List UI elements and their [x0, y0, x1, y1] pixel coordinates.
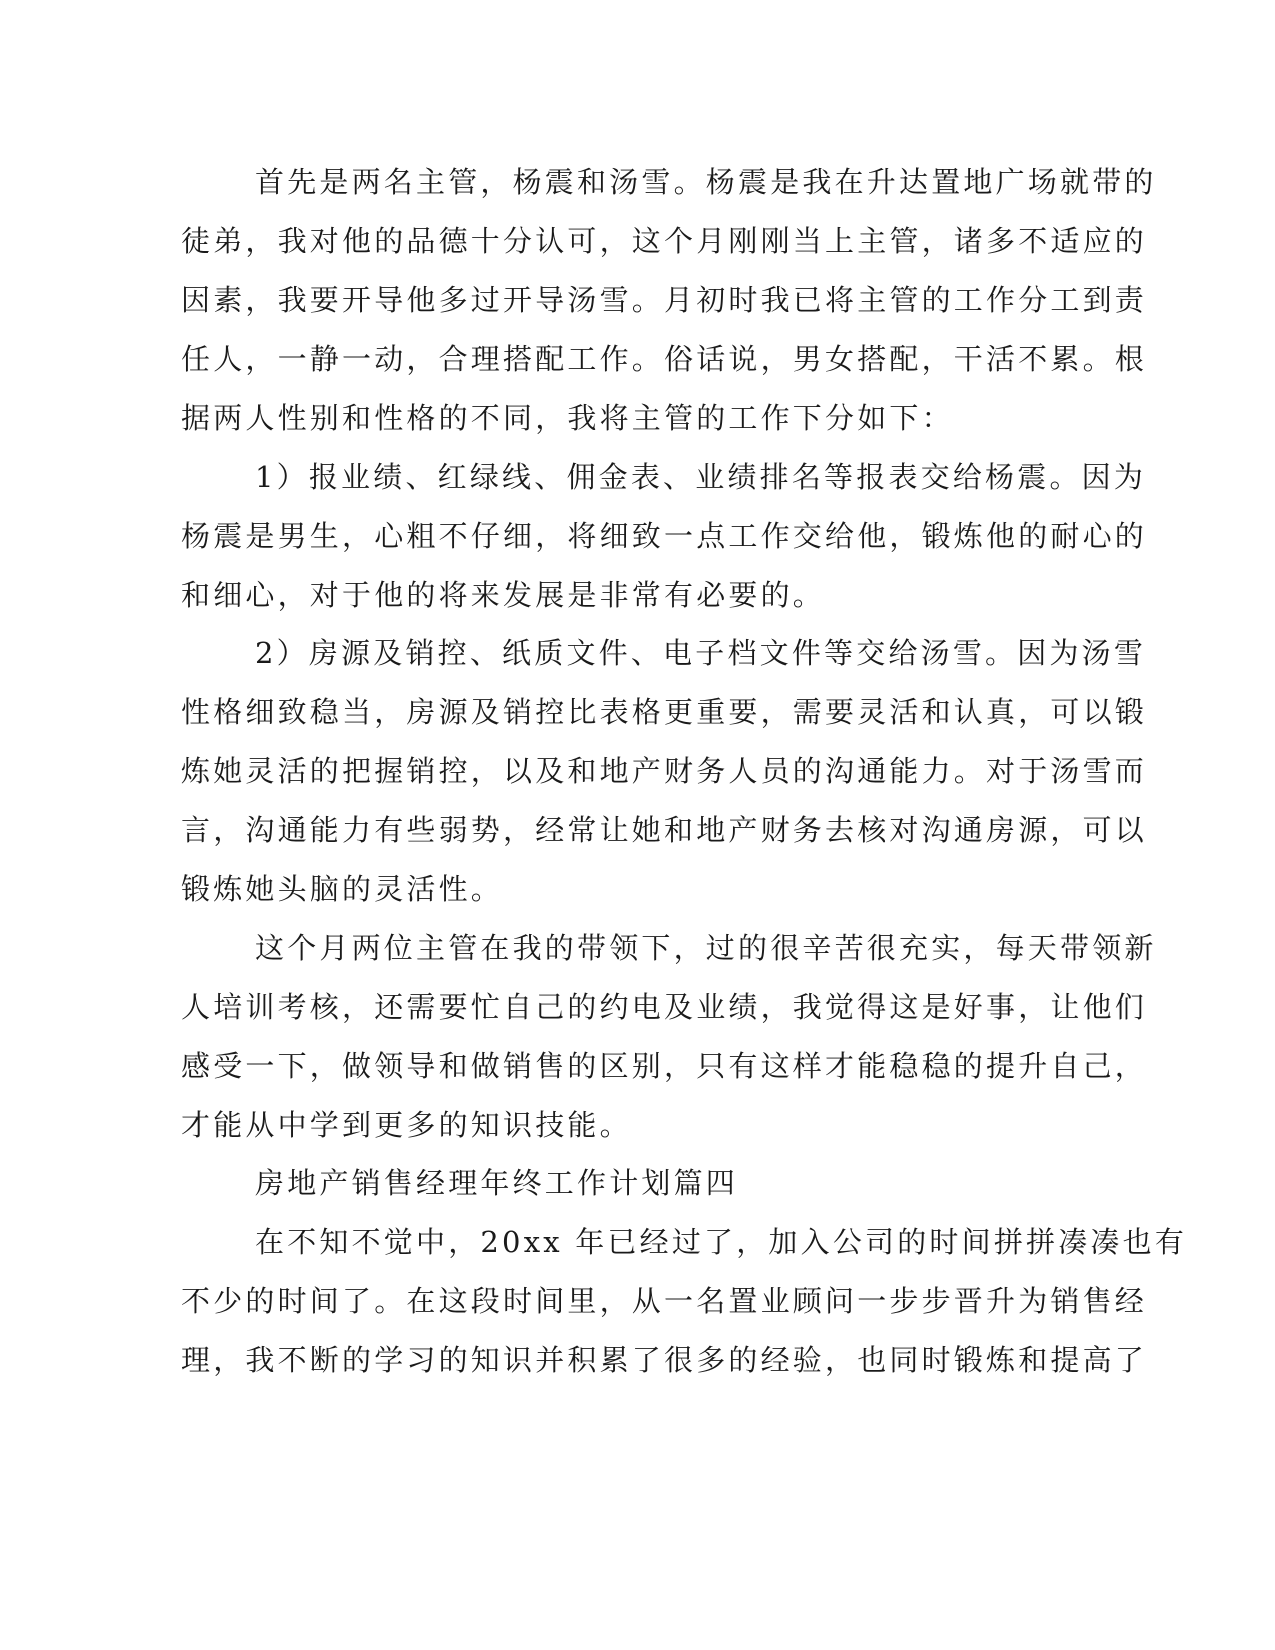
- paragraph-line: 炼她灵活的把握销控，以及和地产财务人员的沟通能力。对于汤雪而: [181, 754, 1148, 788]
- paragraph-line: 和细心，对于他的将来发展是非常有必要的。: [181, 578, 826, 612]
- paragraph-line: 徒弟，我对他的品德十分认可，这个月刚刚当上主管，诸多不适应的: [181, 224, 1148, 258]
- paragraph-line: 在不知不觉中，20xx 年已经过了，加入公司的时间拼拼凑凑也有: [255, 1225, 1188, 1259]
- paragraph-line: 性格细致稳当，房源及销控比表格更重要，需要灵活和认真，可以锻: [181, 695, 1148, 729]
- paragraph-line: 任人，一静一动，合理搭配工作。俗话说，男女搭配，干活不累。根: [181, 342, 1148, 376]
- paragraph-line: 2）房源及销控、纸质文件、电子档文件等交给汤雪。因为汤雪: [255, 636, 1147, 670]
- paragraph-line: 不少的时间了。在这段时间里，从一名置业顾问一步步晋升为销售经: [181, 1284, 1148, 1318]
- paragraph-line: 感受一下，做领导和做销售的区别，只有这样才能稳稳的提升自己，: [181, 1049, 1148, 1083]
- paragraph-line: 理，我不断的学习的知识并积累了很多的经验，也同时锻炼和提高了: [181, 1343, 1148, 1377]
- paragraph-line: 首先是两名主管，杨震和汤雪。杨震是我在升达置地广场就带的: [255, 165, 1157, 199]
- paragraph-line: 人培训考核，还需要忙自己的约电及业绩，我觉得这是好事，让他们: [181, 990, 1148, 1024]
- paragraph-line: 才能从中学到更多的知识技能。: [181, 1108, 632, 1142]
- paragraph-line: 因素，我要开导他多过开导汤雪。月初时我已将主管的工作分工到责: [181, 283, 1148, 317]
- paragraph-line: 据两人性别和性格的不同，我将主管的工作下分如下：: [181, 401, 954, 435]
- paragraph-line: 杨震是男生，心粗不仔细，将细致一点工作交给他，锻炼他的耐心的: [181, 519, 1148, 553]
- paragraph-line: 1）报业绩、红绿线、佣金表、业绩排名等报表交给杨震。因为: [255, 460, 1147, 494]
- paragraph-line: 这个月两位主管在我的带领下，过的很辛苦很充实，每天带领新: [255, 931, 1157, 965]
- paragraph-line: 锻炼她头脑的灵活性。: [181, 872, 504, 906]
- paragraph-line: 言，沟通能力有些弱势，经常让她和地产财务去核对沟通房源，可以: [181, 813, 1148, 847]
- section-heading: 房地产销售经理年终工作计划篇四: [255, 1166, 739, 1200]
